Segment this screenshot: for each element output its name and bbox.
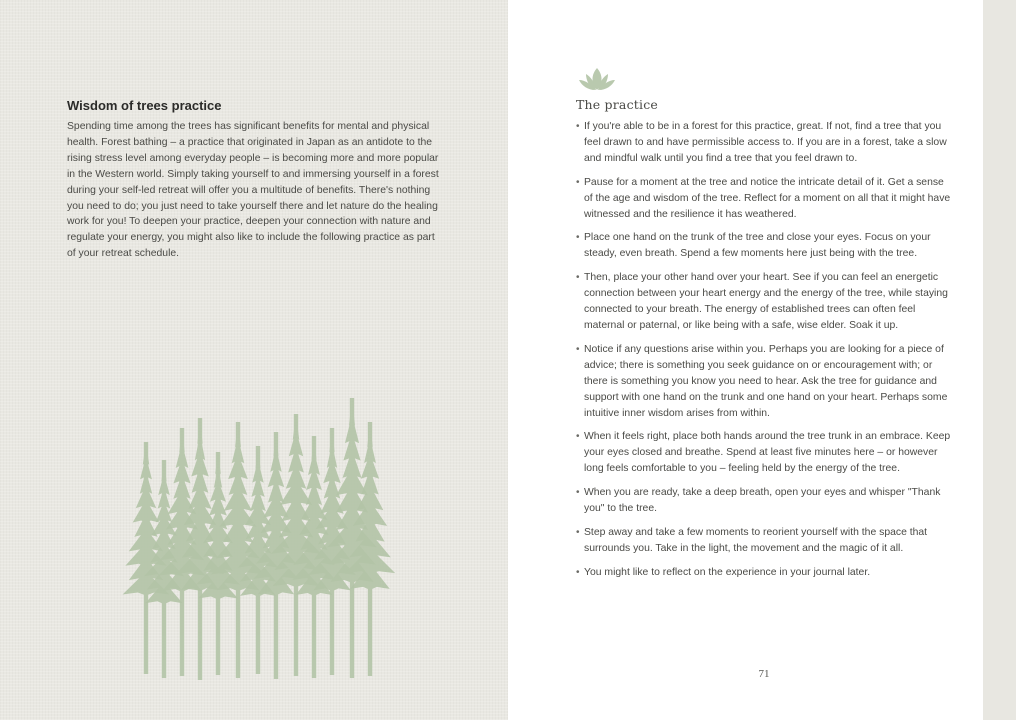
bullet-icon: • (576, 566, 580, 578)
practice-step (576, 565, 952, 581)
page-number: 71 (758, 668, 770, 680)
pine-forest-illustration (108, 392, 400, 682)
step-text: If you're able to be in a forest for this practice, great. If not, find a tree that you feel drawn to and have permissible access to. If you are in a forest, take a slow and mindful walk until you find a tree that you feel drawn to. (584, 121, 947, 164)
practice-step (576, 485, 952, 517)
step-text: Pause for a moment at the tree and notice the intricate detail of it. Get a sense of the age and wisdom of the tree. Reflect for a moment on all that it might have witnessed and the resilience it has weathered. (584, 176, 951, 220)
page-edge (983, 0, 1016, 720)
bullet-icon: • (576, 272, 580, 284)
step-text: When it feels right, place both hands around the tree trunk in an embrace. Keep your eyes closed and breathe. Spend at least five minutes here – or however long feels comfortable to you – feeling held by the energy of the tree. (584, 431, 951, 475)
bullet-icon: • (576, 526, 580, 538)
practice-step (576, 525, 952, 557)
lotus-icon (577, 66, 617, 92)
bullet-icon: • (576, 232, 580, 244)
bullet-icon: • (576, 431, 580, 443)
practice-step (576, 342, 952, 422)
practice-title: The practice (576, 97, 659, 112)
practice-step (576, 175, 952, 223)
practice-step (576, 119, 952, 167)
bullet-icon: • (576, 343, 580, 355)
practice-step (576, 230, 952, 262)
bullet-icon: • (576, 487, 580, 499)
practice-steps (576, 119, 952, 589)
bullet-icon: • (576, 121, 580, 132)
step-text: Place one hand on the trunk of the tree and close your eyes. Focus on your steady, even breath. Spend a few moments here just being with the tree. (584, 232, 931, 260)
step-text: Then, place your other hand over your heart. See if you can feel an energetic connection between your heart energy and the energy of the tree, while staying connected to your breath. The energy of established trees can often feel maternal or paternal, or like being with a safe, wise elder. Soak it up. (584, 272, 948, 331)
practice-step (576, 429, 952, 477)
intro-paragraph: Spending time among the trees has significant benefits for mental and physical health. Forest bathing – a practice that originated in Japan as an antidote to the rising stress level among everyday people – is becoming more and more popular in the Western world. Simply taking yourself to and immersing yourself in a forest during your self-led retreat will offer you a multitude of benefits. There's nothing you need to do; you just need to take yourself there and let nature do the healing work for you! To deepen your practice, deepen your connection with nature and regulate your energy, you might also like to include the following practice as part of your retreat schedule. (67, 121, 439, 260)
section-heading: Wisdom of trees practice (67, 98, 222, 113)
step-text: Notice if any questions arise within you. Perhaps you are looking for a piece of advice; there is something you seek guidance on or encouragement with; or there is something you know you need to hear. Ask the tree for guidance and support with one hand on the trunk and one hand on your heart. Perhaps some intuitive inner wisdom arises from within. (584, 343, 948, 419)
step-text: When you are ready, take a deep breath, open your eyes and whisper "Thank you" to the tree. (584, 487, 941, 515)
bullet-icon: • (576, 176, 580, 188)
step-text: Step away and take a few moments to reorient yourself with the space that surrounds you. Take in the light, the movement and the magic of it all. (584, 526, 928, 554)
practice-step (576, 270, 952, 334)
step-text: You might like to reflect on the experience in your journal later. (584, 566, 871, 578)
